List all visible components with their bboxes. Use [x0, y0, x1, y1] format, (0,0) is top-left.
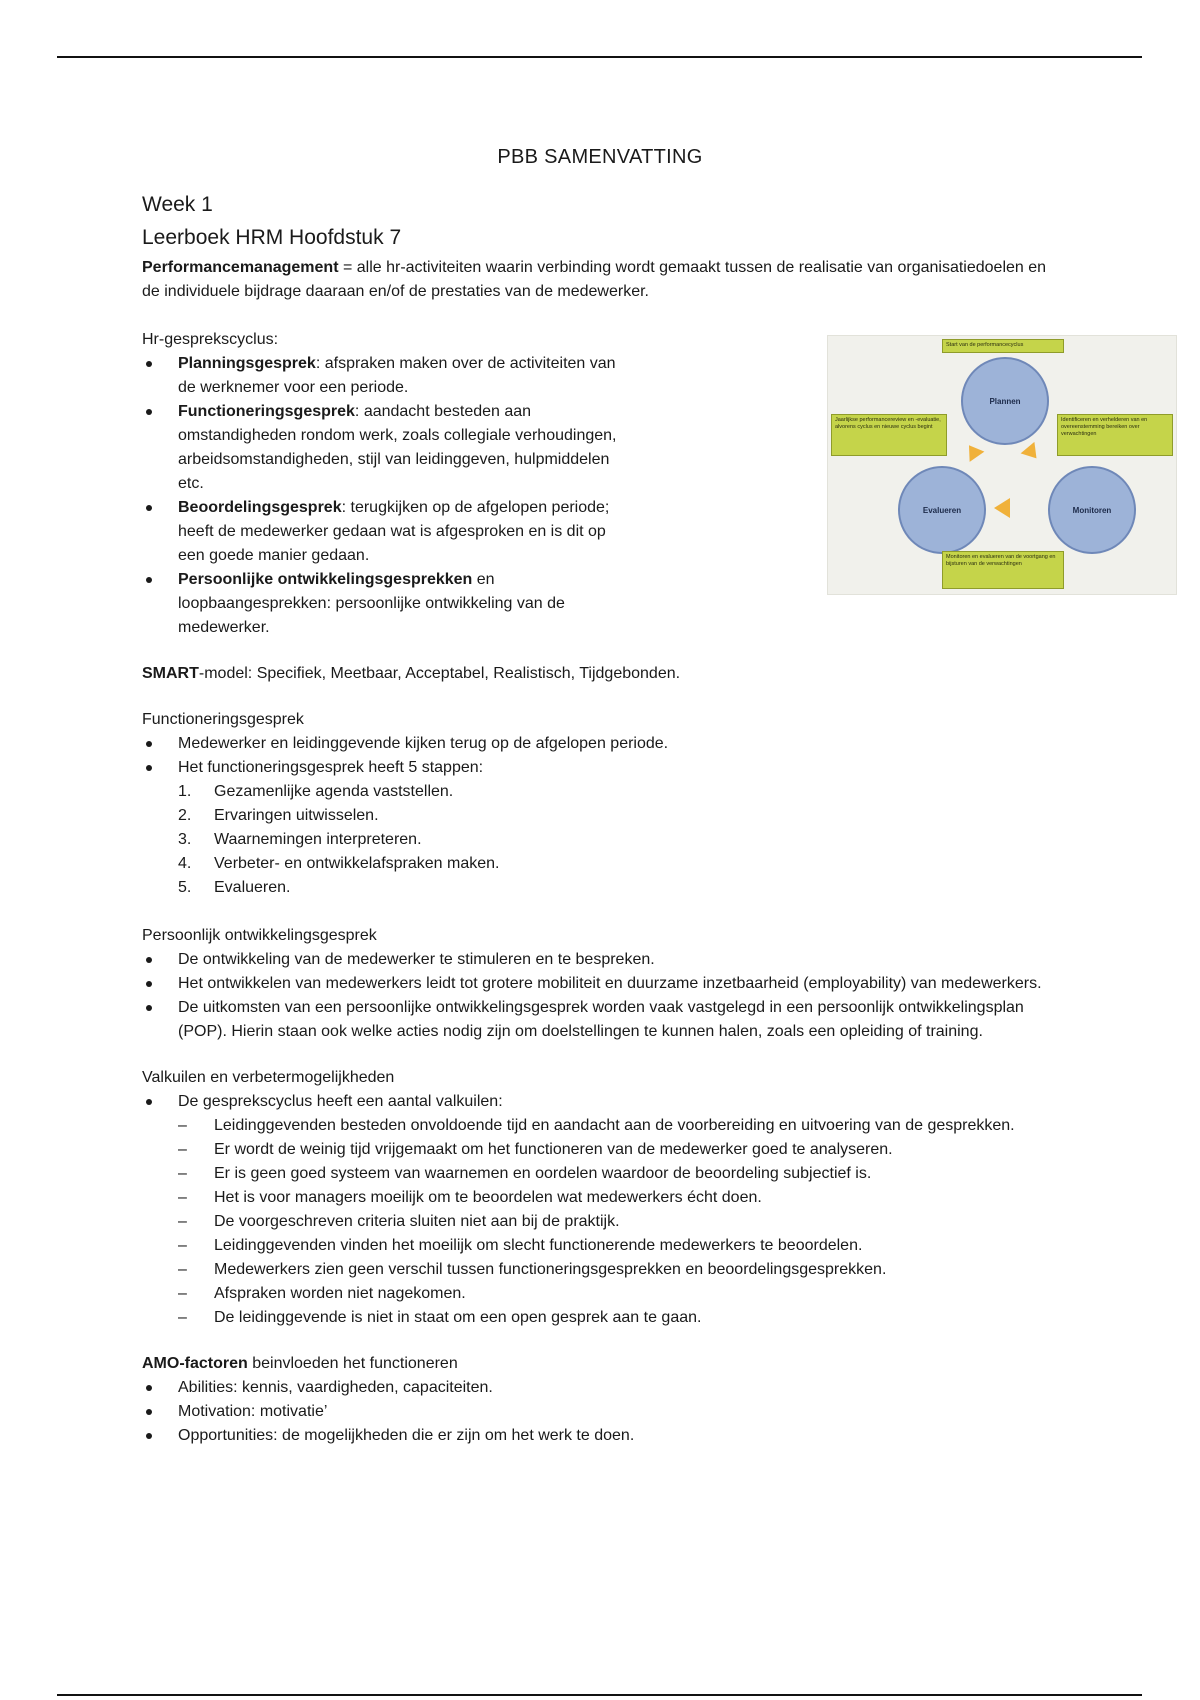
item-term: Persoonlijke ontwikkelingsgesprekken	[178, 571, 473, 588]
item-text: : afspraken maken over de activiteiten van de werknemer voor een periode.	[178, 355, 616, 396]
item-text: : aandacht besteden aan omstandigheden rondom werk, zoals collegiale verhoudingen, arbeidsomstandigheden, stijl van leidinggeven, hulpmiddelen etc.	[178, 403, 617, 492]
list-item: – Er wordt de weinig tijd vrijgemaakt om het functioneren van de medewerker goed te analyseren.	[178, 1138, 1062, 1162]
chapter-heading: Leerboek HRM Hoofdstuk 7	[142, 226, 402, 249]
amo-paragraph	[142, 1352, 1062, 1376]
start-label-box: Start van de performancecyclus	[942, 339, 1064, 353]
step-text: Verbeter- en ontwikkelafspraken maken.	[214, 855, 500, 872]
list-item	[142, 352, 632, 400]
list-item: Het ontwikkelen van medewerkers leidt tot grotere mobiliteit en duurzame inzetbaarheid (employability) van medewerkers.	[142, 972, 1062, 996]
arrow-right-down-icon	[1021, 442, 1044, 464]
definition-text: = alle hr-activiteiten waarin verbinding wordt gemaakt tussen de realisatie van organisatiedoelen en de individuele bijdrage daaraan en/of de prestaties van de medewerker.	[142, 259, 1047, 300]
item-term: Functioneringsgesprek	[178, 403, 355, 420]
smart-text: -model: Specifiek, Meetbaar, Acceptabel, Realistisch, Tijdgebonden.	[198, 665, 681, 682]
list-item	[142, 496, 632, 568]
functionering-steps	[142, 780, 1062, 900]
functionering-heading: Functioneringsgesprek	[142, 711, 304, 728]
valkuilen-heading: Valkuilen en verbetermogelijkheden	[142, 1069, 395, 1086]
list-item: – Medewerkers zien geen verschil tussen functioneringsgesprekken en beoordelingsgesprekken.	[178, 1258, 1062, 1282]
list-item: – Afspraken worden niet nagekomen.	[178, 1282, 1062, 1306]
week-heading: Week 1	[142, 193, 213, 216]
list-item: – Leidinggevenden vinden het moeilijk om slecht functionerende medewerkers te beoordelen.	[178, 1234, 1062, 1258]
step-text: Gezamenlijke agenda vaststellen.	[214, 783, 454, 800]
step-number: 3.	[178, 831, 192, 848]
monitoren-circle: Monitoren	[1048, 466, 1136, 554]
list-item: – Leidinggevenden besteden onvoldoende tijd en aandacht aan de voorbereiding en uitvoering van de gesprekken.	[178, 1114, 1062, 1138]
item-text: en loopbaangesprekken: persoonlijke ontwikkeling van de medewerker.	[178, 571, 565, 636]
list-item: – De leidinggevende is niet in staat om een open gesprek aan te gaan.	[178, 1306, 1062, 1330]
smart-paragraph	[142, 662, 1062, 686]
hr-cycle-list	[142, 352, 632, 640]
valkuilen-sublist	[142, 1114, 1062, 1330]
monitoring-box: Monitoren en evalueren van de voortgang en bijsturen van de verwachtingen	[942, 551, 1064, 589]
item-text: : terugkijken op de afgelopen periode; heeft de medewerker gedaan wat is afgesproken en is dit op een goede manier gedaan.	[178, 499, 610, 564]
expectations-box: Identificeren en verhelderen van en overeenstemming bereiken over verwachtingen	[1057, 414, 1173, 456]
bottom-rule	[57, 1694, 1142, 1696]
list-item: De uitkomsten van een persoonlijke ontwikkelingsgesprek worden vaak vastgelegd in een persoonlijk ontwikkelingsplan (POP). Hierin staan ook welke acties nodig zijn om doelstellingen te kunnen halen, zoals een opleiding of training.	[142, 996, 1062, 1044]
list-item: Medewerker en leidinggevende kijken terug op de afgelopen periode.	[142, 732, 1062, 756]
step-item	[178, 780, 1062, 804]
page-title: PBB SAMENVATTING	[497, 146, 703, 168]
step-number: 4.	[178, 855, 192, 872]
definition-paragraph	[142, 256, 1062, 304]
step-item	[178, 876, 1062, 900]
performance-cycle-figure	[827, 335, 1177, 595]
list-item: Abilities: kennis, vaardigheden, capaciteiten.	[142, 1376, 1062, 1400]
hr-cycle-section	[142, 328, 632, 640]
list-item: – De voorgeschreven criteria sluiten niet aan bij de praktijk.	[178, 1210, 1062, 1234]
amo-term: AMO-factoren	[142, 1355, 248, 1372]
list-item: De ontwikkeling van de medewerker te stimuleren en te bespreken.	[142, 948, 1062, 972]
smart-term: SMART	[142, 665, 199, 682]
list-item: – Het is voor managers moeilijk om te beoordelen wat medewerkers écht doen.	[178, 1186, 1062, 1210]
item-term: Beoordelingsgesprek	[178, 499, 342, 516]
step-number: 1.	[178, 783, 192, 800]
plannen-circle: Plannen	[961, 357, 1049, 445]
step-item	[178, 852, 1062, 876]
step-number: 2.	[178, 807, 192, 824]
hr-cycle-heading: Hr-gesprekscyclus:	[142, 331, 279, 348]
list-item: De gesprekscyclus heeft een aantal valkuilen:	[142, 1090, 1062, 1114]
list-item: – Er is geen goed systeem van waarnemen en oordelen waardoor de beoordeling subjectief is.	[178, 1162, 1062, 1186]
valkuilen-list	[142, 1090, 1062, 1114]
list-item: Het functioneringsgesprek heeft 5 stappen:	[142, 756, 1062, 780]
arrow-up-icon	[962, 440, 985, 462]
top-rule	[57, 56, 1142, 58]
step-text: Waarnemingen interpreteren.	[214, 831, 422, 848]
list-item	[142, 568, 632, 640]
arrow-left-icon	[994, 498, 1010, 518]
list-item: Opportunities: de mogelijkheden die er zijn om het werk te doen.	[142, 1424, 1062, 1448]
list-item: Motivation: motivatie’	[142, 1400, 1062, 1424]
evaluation-box: Jaarlijkse performancereview en -evaluatie, alvorens cyclus en nieuwe cyclus begint	[831, 414, 947, 456]
amo-list	[142, 1376, 1062, 1448]
pog-heading: Persoonlijk ontwikkelingsgesprek	[142, 927, 377, 944]
item-term: Planningsgesprek	[178, 355, 316, 372]
step-item	[178, 804, 1062, 828]
definition-term: Performancemanagement	[142, 259, 339, 276]
evalueren-circle: Evalueren	[898, 466, 986, 554]
functionering-list	[142, 732, 1062, 780]
step-text: Ervaringen uitwisselen.	[214, 807, 379, 824]
step-text: Evalueren.	[214, 879, 291, 896]
step-number: 5.	[178, 879, 192, 896]
pog-list	[142, 948, 1062, 1044]
amo-text: beinvloeden het functioneren	[247, 1355, 458, 1372]
step-item	[178, 828, 1062, 852]
list-item	[142, 400, 632, 496]
